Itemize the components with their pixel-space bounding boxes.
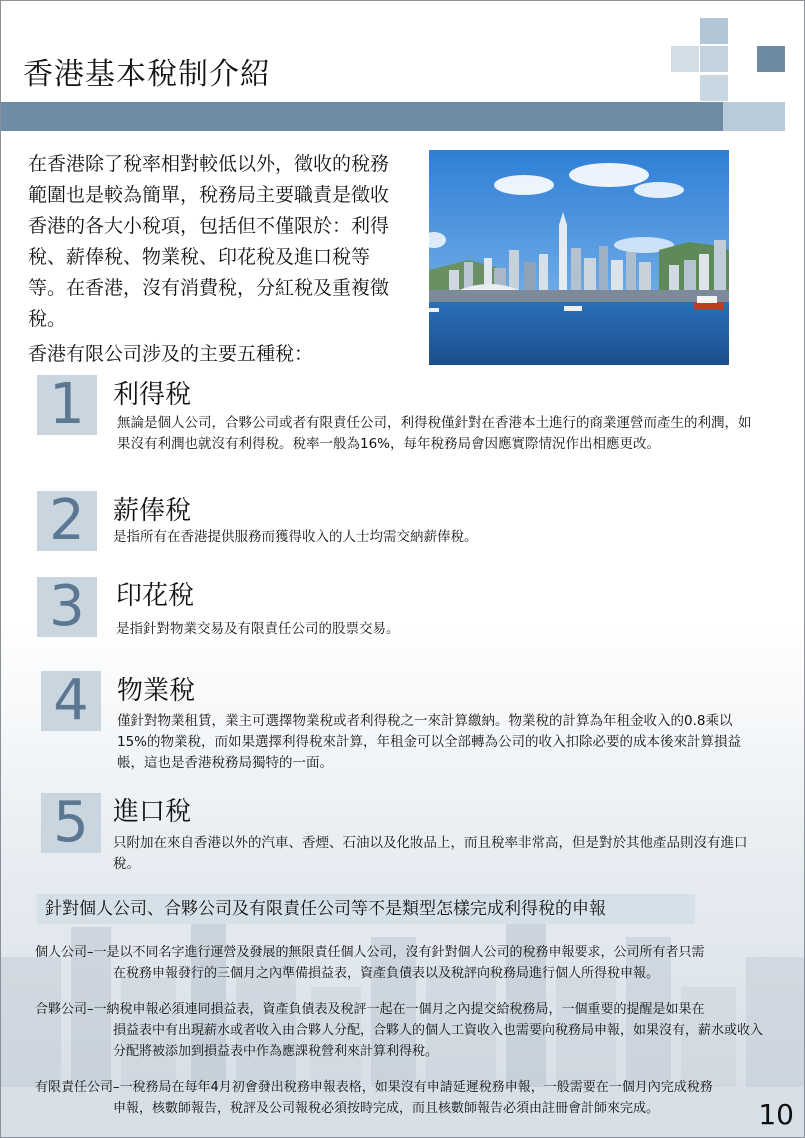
- sole-proprietorship-paragraph: [35, 942, 775, 984]
- paragraph-line: 合夥公司–一納稅申報必須連同損益表，資產負債表及稅評一起在一個月之內提交給稅務局，一個重要的提醒是如果在: [35, 1002, 705, 1017]
- tax-title: 印花稅: [116, 581, 195, 611]
- title-bar-end: [723, 102, 785, 131]
- tax-description: 僅針對物業租賃，業主可選擇物業稅或者利得稅之一來計算繳納。物業稅的計算為年租金收入的0.8乘以15%的物業稅，而如果選擇利得稅來計算，年租金可以全部轉為公司的收入扣除必要的成本後來計算損益帳，這也是香港稅務局獨特的一面。: [117, 713, 742, 771]
- tax-number-box: 3: [37, 577, 97, 637]
- intro-paragraph: 在香港除了稅率相對較低以外，徵收的稅務範圍也是較為簡單，稅務局主要職責是徵收香港的各大小稅項，包括但不僅限於：利得稅、薪俸稅、物業稅、印花稅及進口稅等等。在香港，沒有消費稅，分紅稅及重複徵稅。: [28, 153, 390, 330]
- tax-description: 是指針對物業交易及有限責任公司的股票交易。: [116, 621, 400, 637]
- tax-title: 薪俸稅: [113, 496, 192, 526]
- deco-square: [700, 46, 728, 72]
- tax-number-box: 2: [37, 491, 97, 551]
- tax-description: 無論是個人公司，合夥公司或者有限責任公司，利得稅僅針對在香港本土進行的商業運營而產生的利潤，如果沒有利潤也就沒有利得稅。稅率一般為16%，每年稅務局會因應實際情況作出相應更改。: [117, 415, 752, 452]
- tax-number-box: 4: [41, 671, 101, 731]
- paragraph-continuation: 損益表中有出現薪水或者收入由合夥人分配，合夥人的個人工資收入也需要向稅務局申報，如果沒有，薪水或收入分配將被添加到損益表中作為應課稅營利來計算利得稅。: [113, 1023, 764, 1059]
- tax-title: 利得稅: [113, 380, 192, 410]
- hong-kong-harbour-photo: [429, 150, 729, 365]
- page-title: 香港基本稅制介紹: [23, 57, 271, 92]
- deco-square: [757, 46, 785, 72]
- page-number: 10: [758, 1098, 794, 1131]
- five-taxes-heading: 香港有限公司涉及的主要五種稅：: [28, 343, 314, 365]
- deco-square: [700, 18, 728, 44]
- deco-square: [671, 46, 699, 72]
- paragraph-continuation: 申報，核數師報告，稅評及公司報稅必須按時完成，而且核數師報告必須由註冊會計師來完成。: [113, 1101, 660, 1116]
- tax-description: 是指所有在香港提供服務而獲得收入的人士均需交納薪俸稅。: [113, 529, 478, 545]
- paragraph-continuation: 在稅務申報發行的三個月之內準備損益表，資產負債表以及稅評向稅務局進行個人所得稅申報。: [113, 966, 660, 981]
- tax-description: 只附加在來自香港以外的汽車、香煙、石油以及化妝品上，而且稅率非常高，但是對於其他產品則沒有進口稅。: [113, 835, 748, 872]
- tax-title: 物業稅: [117, 676, 196, 706]
- tax-number-box: 1: [37, 375, 97, 435]
- filing-section-heading: 針對個人公司、合夥公司及有限責任公司等不是類型怎樣完成利得稅的申報: [37, 894, 695, 924]
- limited-company-paragraph: [35, 1077, 775, 1119]
- title-bar: [1, 102, 723, 131]
- tax-number-box: 5: [41, 793, 101, 853]
- deco-square: [700, 75, 728, 101]
- paragraph-line: 有限責任公司–一稅務局在每年4月初會發出稅務申報表格，如果沒有申請延遲稅務申報，一般需要在一個月內完成稅務: [35, 1080, 713, 1095]
- partnership-paragraph: [35, 999, 775, 1062]
- tax-title: 進口稅: [113, 797, 192, 827]
- paragraph-line: 個人公司–一是以不同名字進行運營及發展的無限責任個人公司，沒有針對個人公司的稅務申報要求，公司所有者只需: [35, 945, 705, 960]
